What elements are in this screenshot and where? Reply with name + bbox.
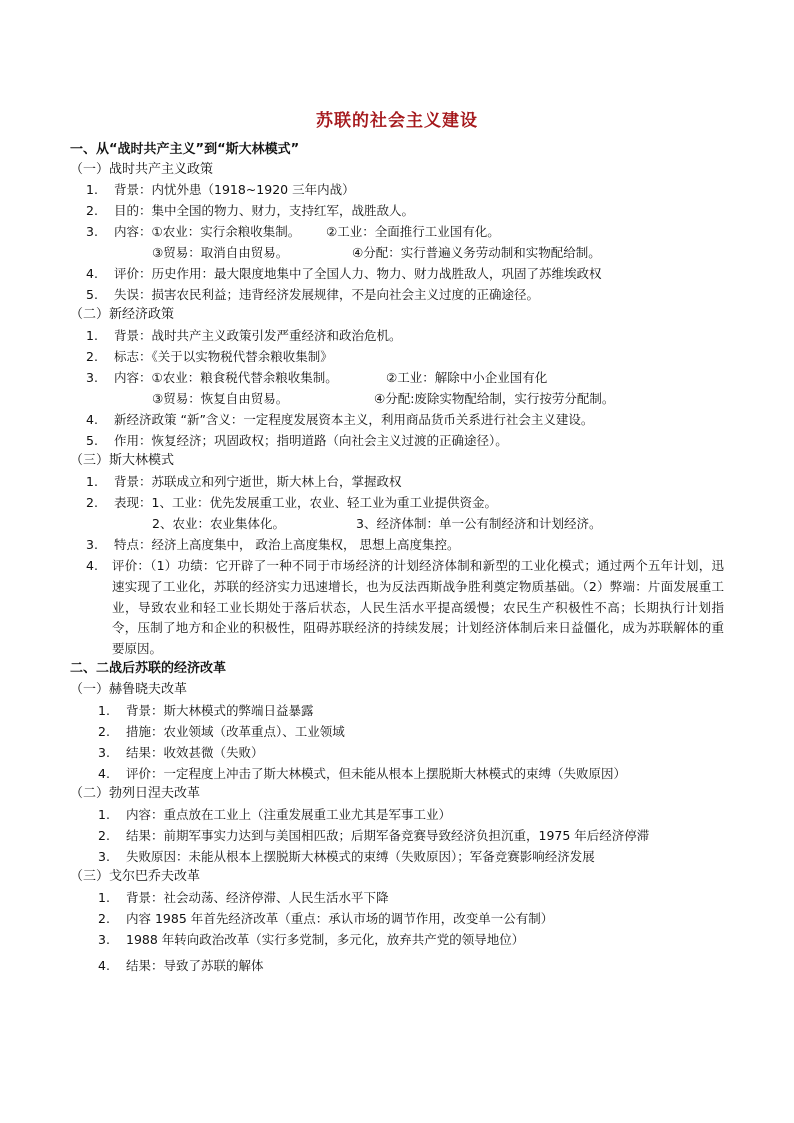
list-item: 2. 内容 1985 年首先经济改革（重点：承认市场的调节作用，改变单一公有制） — [98, 911, 554, 926]
list-item: 3. 内容：①农业：粮食税代替余粮收集制。 — [86, 370, 338, 385]
list-item: 5. 失误：损害农民利益；违背经济发展规律，不是向社会主义过度的正确途径。 — [86, 287, 540, 302]
list-item-col2: ④分配:废除实物配给制，实行按劳分配制。 — [374, 391, 615, 406]
list-item: 3. 1988 年转向政治改革（实行多党制，多元化，放弃共产党的领导地位） — [98, 932, 525, 947]
section-heading-2: 二、二战后苏联的经济改革 — [70, 661, 227, 676]
list-item: 3. 失败原因：未能从根本上摆脱斯大林模式的束缚（失败原因）；军备竞赛影响经济发展 — [98, 849, 595, 864]
list-item: 2. 措施：农业领域（改革重点）、工业领域 — [98, 724, 345, 739]
list-item: 1. 内容：重点放在工业上（注重发展重工业尤其是军事工业） — [98, 807, 452, 822]
list-item: 2、农业：农业集体化。 — [152, 516, 285, 531]
section-heading-1: 一、从“战时共产主义”到“斯大林模式” — [70, 142, 300, 157]
list-item: 4. 新经济政策 “新”含义：一定程度发展资本主义，利用商品货币关系进行社会主义建设。 — [86, 412, 594, 427]
list-item: 1. 背景：苏联成立和列宁逝世，斯大林上台，掌握政权 — [86, 474, 402, 489]
page-title: 苏联的社会主义建设 — [316, 111, 478, 131]
subsection-heading: （三）斯大林模式 — [70, 453, 175, 468]
list-item: 2. 标志：《关于以实物税代替余粮收集制》 — [86, 349, 333, 364]
list-item-col2: 3、经济体制：单一公有制经济和计划经济。 — [356, 516, 602, 531]
list-item-col2: ②工业：解除中小企业国有化 — [386, 370, 548, 385]
subsection-heading: （二）新经济政策 — [70, 307, 175, 322]
list-item: 4. 评价：历史作用：最大限度地集中了全国人力、物力、财力战胜敌人，巩固了苏维埃政权 — [86, 266, 602, 281]
list-item: 3. 内容：①农业：实行余粮收集制。 — [86, 224, 301, 239]
list-item-number: 4. — [86, 558, 98, 573]
list-item: 4. 结果：导致了苏联的解体 — [98, 958, 264, 973]
evaluation-paragraph: 评价：（1）功绩：它开辟了一种不同于市场经济的计划经济体制和新型的工业化模式；通过两个五年计划，迅速实现了工业化，苏联的经济实力迅速增长，也为反法西斯战争胜利奠定物质基础。（2）弊端：片面发展重工业，导致农业和轻工业长期处于落后状态，人民生活水平提高缓慢；农民生产积极性不高；长期执行计划指令，压制了地方和企业的积极性，阻碍苏联经济的持续发展；计划经济体制后来日益僵化，成为苏联解体的重要原因。 — [112, 558, 724, 657]
list-item: 3. 结果：收效甚微（失败） — [98, 745, 264, 760]
subsection-heading: （一）赫鲁晓夫改革 — [70, 682, 188, 697]
list-item: 1. 背景：社会动荡、经济停滞、人民生活水平下降 — [98, 890, 389, 905]
list-item: 2. 表现：1、工业：优先发展重工业，农业、轻工业为重工业提供资金。 — [86, 495, 497, 510]
list-item: 1. 背景：内忧外患（1918~1920 三年内战） — [86, 182, 355, 197]
list-item: 1. 背景：斯大林模式的弊端日益暴露 — [98, 703, 314, 718]
list-item: 1. 背景：战时共产主义政策引发严重经济和政治危机。 — [86, 328, 402, 343]
subsection-heading: （一）战时共产主义政策 — [70, 162, 214, 177]
list-item: 2. 结果：前期军事实力达到与美国相匹敌；后期军备竞赛导致经济负担沉重，1975 年后经济停滞 — [98, 828, 650, 843]
list-item: 4. 评价：一定程度上冲击了斯大林模式，但未能从根本上摆脱斯大林模式的束缚（失败原因） — [98, 766, 627, 781]
subsection-heading: （三）戈尔巴乔夫改革 — [70, 869, 201, 884]
list-item: 3. 特点：经济上高度集中， 政治上高度集权， 思想上高度集控。 — [86, 537, 460, 552]
subsection-heading: （二）勃列日涅夫改革 — [70, 786, 201, 801]
list-item-col2: ②工业：全面推行工业国有化。 — [326, 224, 500, 239]
list-item: ③贸易：恢复自由贸易。 — [152, 391, 289, 406]
list-item: 5. 作用：恢复经济；巩固政权；指明道路（向社会主义过渡的正确途径）。 — [86, 433, 508, 448]
list-item: ③贸易：取消自由贸易。 — [152, 245, 289, 260]
list-item-col2: ④分配：实行普遍义务劳动制和实物配给制。 — [352, 245, 601, 260]
list-item: 2. 目的：集中全国的物力、财力，支持红军，战胜敌人。 — [86, 203, 415, 218]
